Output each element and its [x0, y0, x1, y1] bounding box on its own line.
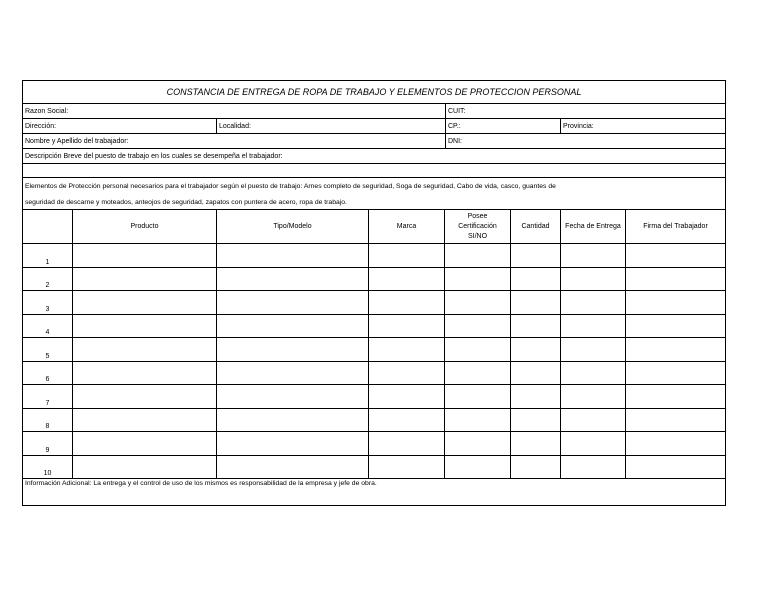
delivery-table-wrap	[22, 209, 726, 479]
row-nombre	[23, 134, 725, 149]
row-descripcion	[23, 149, 725, 164]
row-number: 1	[23, 244, 73, 268]
cell-cantidad[interactable]	[511, 455, 561, 479]
cell-firma[interactable]	[626, 314, 726, 338]
cell-cantidad[interactable]	[511, 291, 561, 315]
table-row	[23, 291, 726, 315]
table-row	[23, 385, 726, 409]
title-row	[23, 81, 725, 104]
row-razon-social	[23, 104, 725, 119]
info-adicional[interactable]: Información Adicional: La entrega y el control de uso de los mismos es responsabilidad de la empresa y jefe de obra.	[25, 480, 377, 487]
cell-fecha-entrega[interactable]	[561, 361, 626, 385]
cell-cantidad[interactable]	[511, 408, 561, 432]
table-row	[23, 455, 726, 479]
header-producto: Producto	[73, 210, 217, 244]
cell-producto[interactable]	[73, 314, 217, 338]
cell-firma[interactable]	[626, 361, 726, 385]
table-row	[23, 244, 726, 268]
cell-producto[interactable]	[73, 267, 217, 291]
table-row	[23, 361, 726, 385]
row-number: 7	[23, 385, 73, 409]
cell-cantidad[interactable]	[511, 244, 561, 268]
cell-producto[interactable]	[73, 338, 217, 362]
cell-tipo-modelo[interactable]	[217, 314, 369, 338]
cell-firma[interactable]	[626, 338, 726, 362]
elementos-line-1: Elementos de Protección personal necesarios para el trabajador según el puesto de trabajo: Arnes completo de seguridad, Soga de seguridad, Cabo de vida, casco, guantes de	[25, 182, 556, 190]
cell-fecha-entrega[interactable]	[561, 244, 626, 268]
provincia-field[interactable]: Provincia:	[560, 119, 725, 133]
header-firma: Firma del Trabajador	[626, 210, 726, 244]
row-direccion	[23, 119, 725, 134]
cell-fecha-entrega[interactable]	[561, 267, 626, 291]
table-row	[23, 338, 726, 362]
cell-cantidad[interactable]	[511, 432, 561, 456]
cell-producto[interactable]	[73, 244, 217, 268]
cell-marca[interactable]	[369, 385, 445, 409]
cell-cantidad[interactable]	[511, 314, 561, 338]
header-certificacion-line-2: Certificación	[458, 222, 497, 230]
cell-tipo-modelo[interactable]	[217, 455, 369, 479]
row-number: 9	[23, 432, 73, 456]
direccion-field[interactable]: Dirección:	[25, 122, 57, 130]
cell-producto[interactable]	[73, 385, 217, 409]
cell-certificacion[interactable]	[445, 267, 511, 291]
cell-tipo-modelo[interactable]	[217, 385, 369, 409]
cell-producto[interactable]	[73, 455, 217, 479]
cell-marca[interactable]	[369, 314, 445, 338]
cell-marca[interactable]	[369, 338, 445, 362]
cell-marca[interactable]	[369, 408, 445, 432]
cell-firma[interactable]	[626, 267, 726, 291]
row-number: 10	[23, 455, 73, 479]
header-tipo-modelo: Tipo/Modelo	[217, 210, 369, 244]
cell-certificacion[interactable]	[445, 244, 511, 268]
cell-fecha-entrega[interactable]	[561, 314, 626, 338]
cell-firma[interactable]	[626, 291, 726, 315]
elementos-block	[23, 178, 725, 210]
cell-certificacion[interactable]	[445, 314, 511, 338]
delivery-table	[22, 210, 726, 479]
cell-fecha-entrega[interactable]	[561, 432, 626, 456]
cell-cantidad[interactable]	[511, 385, 561, 409]
cell-fecha-entrega[interactable]	[561, 385, 626, 409]
header-num	[23, 210, 73, 244]
table-row	[23, 314, 726, 338]
cell-marca[interactable]	[369, 267, 445, 291]
cell-tipo-modelo[interactable]	[217, 291, 369, 315]
cell-tipo-modelo[interactable]	[217, 432, 369, 456]
header-certificacion-line-3: SI/NO	[467, 232, 488, 240]
cell-cantidad[interactable]	[511, 361, 561, 385]
cell-producto[interactable]	[73, 408, 217, 432]
dni-field[interactable]: DNI:	[445, 134, 725, 148]
header-fecha-entrega: Fecha de Entrega	[561, 210, 626, 244]
cell-tipo-modelo[interactable]	[217, 267, 369, 291]
table-header-row	[23, 210, 726, 244]
cell-certificacion[interactable]	[445, 338, 511, 362]
row-number: 4	[23, 314, 73, 338]
row-number: 8	[23, 408, 73, 432]
cell-marca[interactable]	[369, 361, 445, 385]
header-certificacion-line-1: Posee	[467, 212, 488, 220]
row-number: 6	[23, 361, 73, 385]
cell-certificacion[interactable]	[445, 432, 511, 456]
descripcion-field[interactable]: Descripción Breve del puesto de trabajo en los cuales se desempeña el trabajador:	[25, 152, 283, 160]
cuit-field[interactable]: CUIT:	[445, 104, 725, 118]
cell-fecha-entrega[interactable]	[561, 338, 626, 362]
row-blank	[23, 164, 725, 178]
localidad-field[interactable]: Localidad:	[216, 119, 445, 133]
cell-marca[interactable]	[369, 291, 445, 315]
nombre-field[interactable]: Nombre y Apellido del trabajador:	[25, 137, 129, 145]
row-number: 3	[23, 291, 73, 315]
header-marca: Marca	[369, 210, 445, 244]
cell-producto[interactable]	[73, 361, 217, 385]
cell-firma[interactable]	[626, 408, 726, 432]
cell-certificacion[interactable]	[445, 408, 511, 432]
cell-firma[interactable]	[626, 455, 726, 479]
header-certificacion	[445, 210, 511, 244]
cell-certificacion[interactable]	[445, 361, 511, 385]
cell-producto[interactable]	[73, 291, 217, 315]
blank-line[interactable]	[23, 164, 725, 177]
cell-tipo-modelo[interactable]	[217, 338, 369, 362]
table-row	[23, 432, 726, 456]
cell-firma[interactable]	[626, 432, 726, 456]
cell-cantidad[interactable]	[511, 338, 561, 362]
cell-marca[interactable]	[369, 455, 445, 479]
razon-social-field[interactable]: Razon Social:	[25, 107, 69, 115]
row-number: 2	[23, 267, 73, 291]
elementos-line-2: seguridad de descarne y moteados, anteojos de seguridad, zapatos con puntera de acero, ropa de trabajo.	[25, 198, 347, 206]
cell-tipo-modelo[interactable]	[217, 361, 369, 385]
header-cantidad: Cantidad	[511, 210, 561, 244]
row-number: 5	[23, 338, 73, 362]
cell-marca[interactable]	[369, 244, 445, 268]
table-row	[23, 267, 726, 291]
cell-marca[interactable]	[369, 432, 445, 456]
cell-fecha-entrega[interactable]	[561, 291, 626, 315]
cell-producto[interactable]	[73, 432, 217, 456]
cell-fecha-entrega[interactable]	[561, 408, 626, 432]
delivery-form	[22, 80, 726, 506]
table-row	[23, 408, 726, 432]
cell-firma[interactable]	[626, 385, 726, 409]
cell-cantidad[interactable]	[511, 267, 561, 291]
cell-certificacion[interactable]	[445, 385, 511, 409]
cell-fecha-entrega[interactable]	[561, 455, 626, 479]
form-title: CONSTANCIA DE ENTREGA DE ROPA DE TRABAJO Y ELEMENTOS DE PROTECCION PERSONAL	[166, 87, 582, 97]
cell-tipo-modelo[interactable]	[217, 408, 369, 432]
cell-tipo-modelo[interactable]	[217, 244, 369, 268]
cell-certificacion[interactable]	[445, 291, 511, 315]
cell-firma[interactable]	[626, 244, 726, 268]
cp-field[interactable]: CP.:	[445, 119, 560, 133]
cell-certificacion[interactable]	[445, 455, 511, 479]
